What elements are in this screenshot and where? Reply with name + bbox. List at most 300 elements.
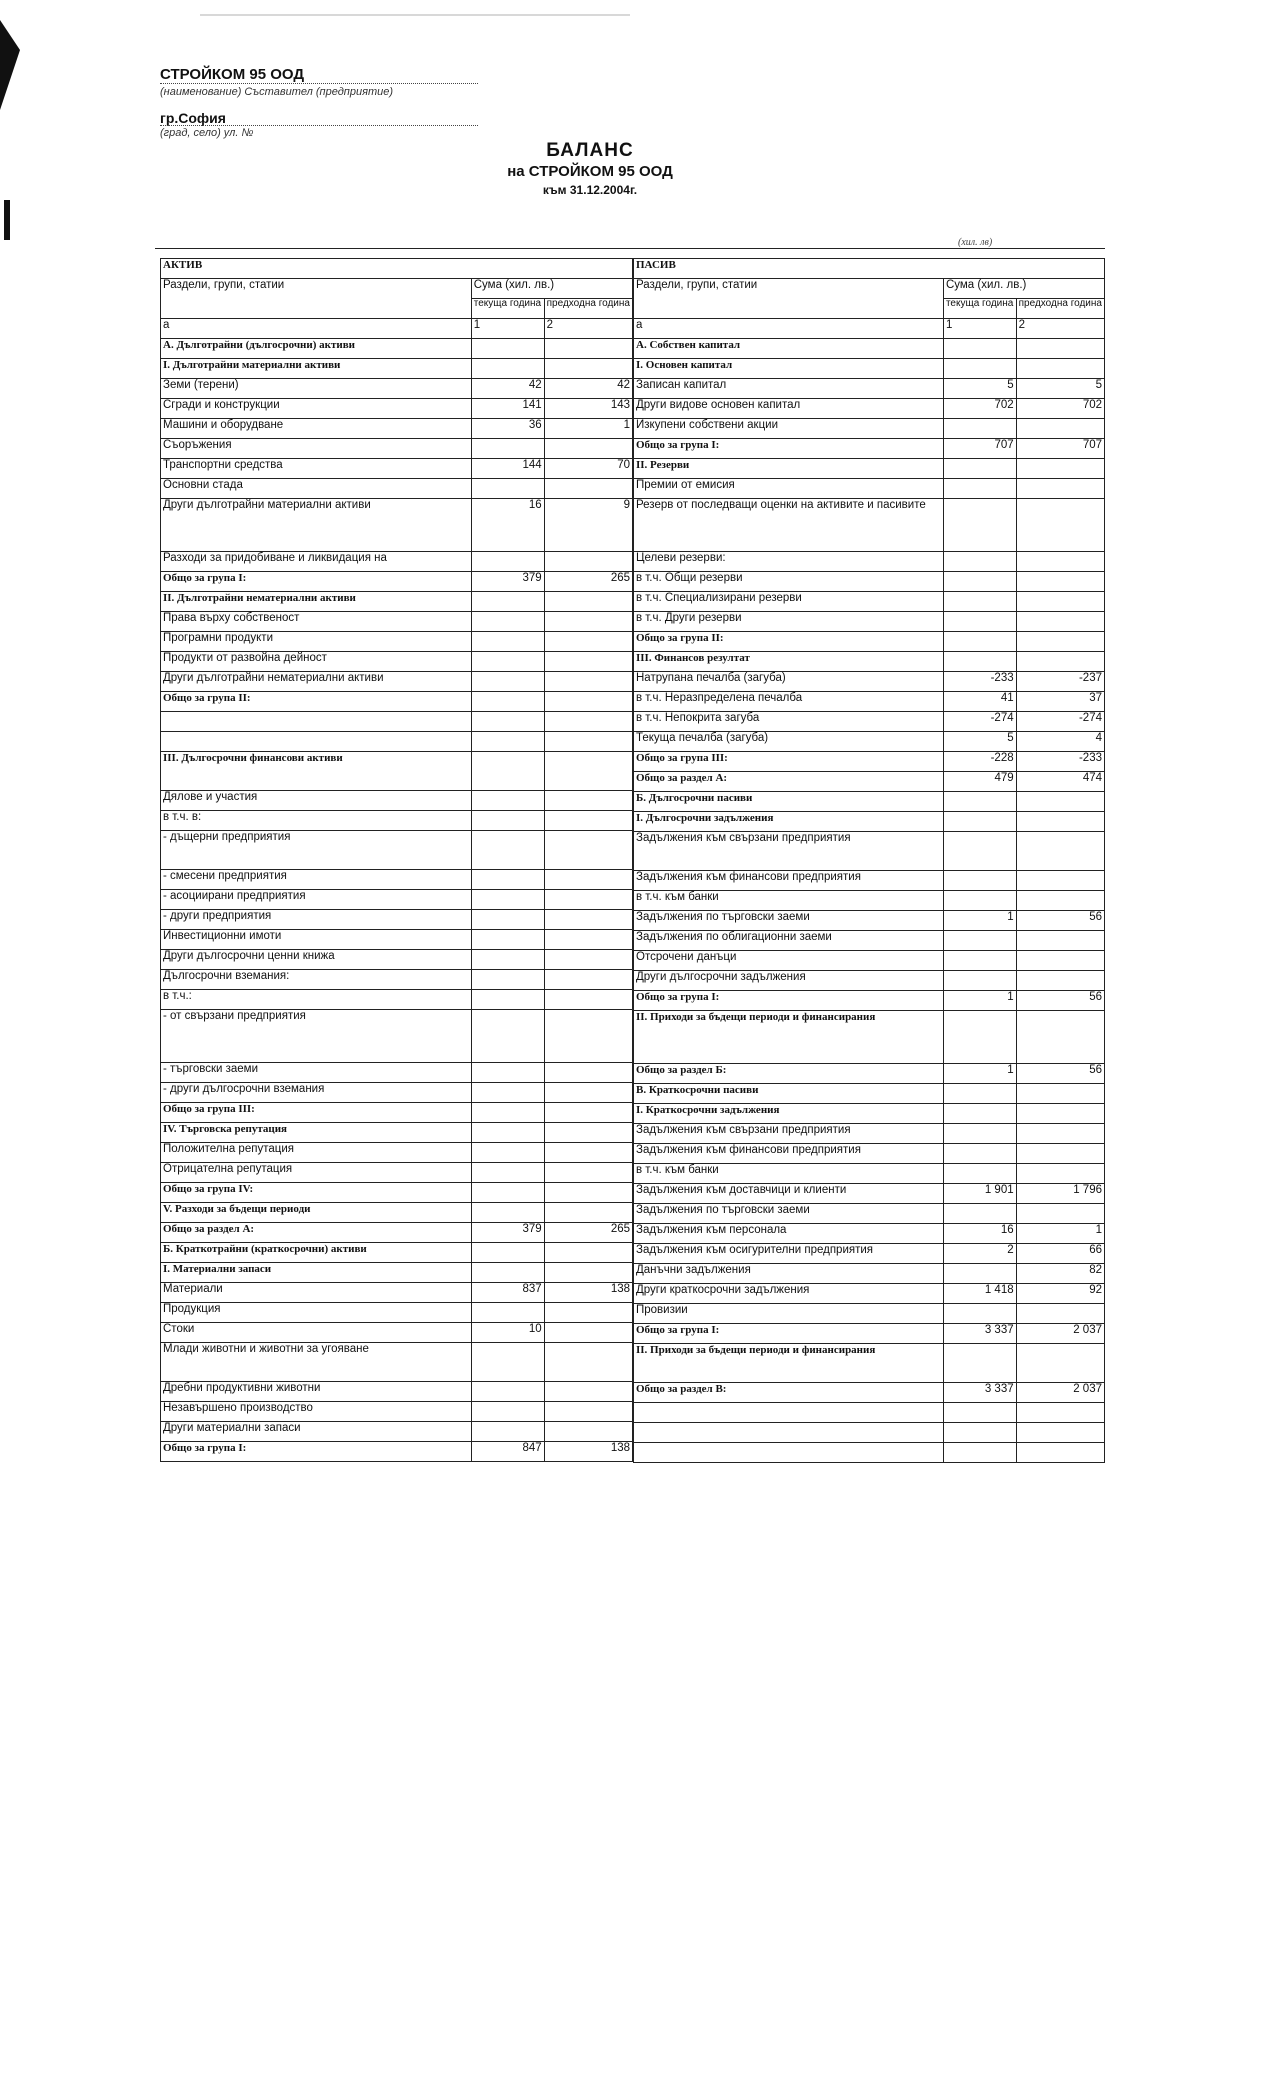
assets-row-label: Дългосрочни вземания:	[161, 970, 472, 990]
liabilities-row-label: Други краткосрочни задължения	[634, 1284, 944, 1304]
liabilities-row-current	[943, 1423, 1016, 1443]
assets-row-previous	[544, 970, 632, 990]
liabilities-row	[634, 951, 1105, 971]
liabilities-row-label: Общо за раздел В:	[634, 1383, 944, 1403]
assets-row-previous	[544, 990, 632, 1010]
liabilities-row-previous: 702	[1016, 399, 1104, 419]
liabilities-row	[634, 552, 1105, 572]
liabilities-row-label: Общо за група ІІІ:	[634, 752, 944, 772]
liabilities-row-previous	[1016, 1204, 1104, 1224]
liabilities-row-current	[943, 871, 1016, 891]
assets-row-current	[471, 552, 544, 572]
liabilities-row-current	[943, 552, 1016, 572]
liabilities-row-current	[943, 339, 1016, 359]
scan-artifact-line	[200, 14, 630, 16]
liabilities-row-previous: 56	[1016, 991, 1104, 1011]
assets-row	[161, 1323, 633, 1343]
assets-row-label: - търговски заеми	[161, 1063, 472, 1083]
assets-row	[161, 672, 633, 692]
liabilities-row-label: Записан капитал	[634, 379, 944, 399]
assets-row-previous	[544, 870, 632, 890]
liabilities-row-previous	[1016, 632, 1104, 652]
assets-row-previous	[544, 950, 632, 970]
liabilities-row-previous	[1016, 1423, 1104, 1443]
scan-edge-mark	[0, 20, 20, 110]
assets-row-current	[471, 811, 544, 831]
assets-row-previous	[544, 612, 632, 632]
liabilities-row-previous: -233	[1016, 752, 1104, 772]
liabilities-col-previous: предходна година	[1016, 299, 1104, 319]
assets-row-previous: 9	[544, 499, 632, 552]
liabilities-row-previous	[1016, 812, 1104, 832]
liabilities-col-sum: Сума (хил. лв.)	[943, 279, 1104, 299]
assets-row-label: ІV. Търговска репутация	[161, 1123, 472, 1143]
assets-row	[161, 752, 633, 791]
assets-row	[161, 692, 633, 712]
liabilities-idx-a: а	[634, 319, 944, 339]
liabilities-row-current	[943, 459, 1016, 479]
assets-row-current	[471, 990, 544, 1010]
assets-row-current: 847	[471, 1442, 544, 1462]
assets-row-current	[471, 1303, 544, 1323]
liabilities-row	[634, 632, 1105, 652]
liabilities-row-label	[634, 1423, 944, 1443]
liabilities-row-previous	[1016, 832, 1104, 871]
liabilities-row-previous	[1016, 479, 1104, 499]
assets-row-current	[471, 930, 544, 950]
assets-row-previous	[544, 1103, 632, 1123]
assets-row-current	[471, 1382, 544, 1402]
liabilities-row-previous: 1 796	[1016, 1184, 1104, 1204]
document-title	[440, 140, 740, 197]
liabilities-row-current	[943, 891, 1016, 911]
assets-row-label: Стоки	[161, 1323, 472, 1343]
liabilities-row-previous: 82	[1016, 1264, 1104, 1284]
assets-row	[161, 910, 633, 930]
assets-row	[161, 712, 633, 732]
liabilities-row-current: 16	[943, 1224, 1016, 1244]
assets-row-label: Млади животни и животни за угояване	[161, 1343, 472, 1382]
assets-row-previous	[544, 632, 632, 652]
assets-row-label	[161, 712, 472, 732]
company-caption: (наименование) Съставител (предприятие)	[160, 86, 394, 98]
city-underline	[160, 125, 478, 126]
liabilities-row-previous	[1016, 792, 1104, 812]
liabilities-row-previous: 37	[1016, 692, 1104, 712]
liabilities-row-previous	[1016, 1304, 1104, 1324]
liabilities-row-current	[943, 1204, 1016, 1224]
assets-row-previous	[544, 1183, 632, 1203]
assets-row-current: 16	[471, 499, 544, 552]
company-underline	[160, 83, 478, 84]
liabilities-row-current	[943, 499, 1016, 552]
liabilities-row-label: Задължения към финансови предприятия	[634, 871, 944, 891]
assets-row-label: Положителна репутация	[161, 1143, 472, 1163]
liabilities-row	[634, 1244, 1105, 1264]
assets-row-label: Продукти от развойна дейност	[161, 652, 472, 672]
assets-col-current: текуща година	[471, 299, 544, 319]
liabilities-row-previous	[1016, 499, 1104, 552]
liabilities-row	[634, 1224, 1105, 1244]
assets-row	[161, 1183, 633, 1203]
assets-row-label: Други дълготрайни материални активи	[161, 499, 472, 552]
liabilities-row-label: Общо за група І:	[634, 991, 944, 1011]
assets-col-section: Раздели, групи, статии	[161, 279, 472, 319]
assets-row-current	[471, 791, 544, 811]
assets-row-label: в т.ч.:	[161, 990, 472, 1010]
assets-row-label: Други дългосрочни ценни книжа	[161, 950, 472, 970]
liabilities-row-previous	[1016, 459, 1104, 479]
liabilities-row	[634, 592, 1105, 612]
liabilities-row-current	[943, 652, 1016, 672]
liabilities-row	[634, 692, 1105, 712]
assets-row-previous	[544, 552, 632, 572]
assets-row-current	[471, 359, 544, 379]
liabilities-row-label: Общо за група ІІ:	[634, 632, 944, 652]
assets-row	[161, 1143, 633, 1163]
city-caption: (град, село) ул. №	[160, 127, 254, 139]
liabilities-row	[634, 1344, 1105, 1383]
liabilities-row-label: Отсрочени данъци	[634, 951, 944, 971]
assets-row-label: Права върху собственост	[161, 612, 472, 632]
liabilities-row-current	[943, 1443, 1016, 1463]
liabilities-row-previous: 66	[1016, 1244, 1104, 1264]
assets-col-previous: предходна година	[544, 299, 632, 319]
liabilities-row-current: 2	[943, 1244, 1016, 1264]
company-name: СТРОЙКОМ 95 ООД	[160, 66, 305, 83]
assets-row-previous	[544, 1343, 632, 1382]
assets-row-current	[471, 1263, 544, 1283]
assets-row-current	[471, 890, 544, 910]
liabilities-row-previous	[1016, 1124, 1104, 1144]
assets-row-label: - смесени предприятия	[161, 870, 472, 890]
assets-row	[161, 359, 633, 379]
liabilities-row-previous	[1016, 1084, 1104, 1104]
assets-row-label: Дребни продуктивни животни	[161, 1382, 472, 1402]
assets-row-previous	[544, 1083, 632, 1103]
liabilities-row	[634, 1284, 1105, 1304]
liabilities-row	[634, 1184, 1105, 1204]
liabilities-row	[634, 1304, 1105, 1324]
assets-row-current	[471, 592, 544, 612]
liabilities-heading: ПАСИВ	[634, 259, 1105, 279]
liabilities-row-label: в т.ч. Непокрита загуба	[634, 712, 944, 732]
liabilities-row-label: ІІІ. Финансов резултат	[634, 652, 944, 672]
assets-row-current	[471, 910, 544, 930]
liabilities-row-label: І. Краткосрочни задължения	[634, 1104, 944, 1124]
liabilities-row-label: Данъчни задължения	[634, 1264, 944, 1284]
assets-row-previous	[544, 652, 632, 672]
liabilities-row-label: Б. Дългосрочни пасиви	[634, 792, 944, 812]
assets-row	[161, 592, 633, 612]
liabilities-row-label: в т.ч. към банки	[634, 1164, 944, 1184]
assets-row-current	[471, 339, 544, 359]
assets-row-label: Материали	[161, 1283, 472, 1303]
title-main: БАЛАНС	[546, 140, 634, 161]
liabilities-row-label: І. Основен капитал	[634, 359, 944, 379]
assets-row-label: Общо за раздел А:	[161, 1223, 472, 1243]
liabilities-col-current: текуща година	[943, 299, 1016, 319]
liabilities-row-previous	[1016, 1164, 1104, 1184]
assets-row	[161, 479, 633, 499]
assets-row-previous	[544, 1063, 632, 1083]
liabilities-row	[634, 891, 1105, 911]
assets-row	[161, 990, 633, 1010]
assets-row-label: - други предприятия	[161, 910, 472, 930]
liabilities-row-previous	[1016, 1443, 1104, 1463]
assets-row-label: Сгради и конструкции	[161, 399, 472, 419]
liabilities-row-previous	[1016, 1344, 1104, 1383]
liabilities-row	[634, 1204, 1105, 1224]
assets-row-current	[471, 652, 544, 672]
assets-row-previous	[544, 1010, 632, 1063]
liabilities-row-label: в т.ч. Други резерви	[634, 612, 944, 632]
liabilities-row-previous	[1016, 612, 1104, 632]
assets-table	[160, 258, 633, 1462]
assets-row-label: - от свързани предприятия	[161, 1010, 472, 1063]
assets-row-current	[471, 439, 544, 459]
liabilities-row-current	[943, 612, 1016, 632]
liabilities-row	[634, 672, 1105, 692]
liabilities-row-current: 707	[943, 439, 1016, 459]
liabilities-row-label: Задължения към свързани предприятия	[634, 832, 944, 871]
liabilities-row-current	[943, 1084, 1016, 1104]
assets-row	[161, 632, 633, 652]
assets-heading: АКТИВ	[161, 259, 633, 279]
assets-row-current	[471, 1143, 544, 1163]
assets-row-current	[471, 1203, 544, 1223]
liabilities-row-current	[943, 479, 1016, 499]
liabilities-row-current	[943, 1403, 1016, 1423]
assets-row-label: Общо за група ІІ:	[161, 692, 472, 712]
assets-row-label: Съоръжения	[161, 439, 472, 459]
liabilities-row	[634, 459, 1105, 479]
assets-row	[161, 1303, 633, 1323]
assets-row-previous: 42	[544, 379, 632, 399]
liabilities-row-previous: 92	[1016, 1284, 1104, 1304]
liabilities-row-label: Натрупана печалба (загуба)	[634, 672, 944, 692]
liabilities-row-previous	[1016, 1011, 1104, 1064]
liabilities-row-current	[943, 1011, 1016, 1064]
liabilities-row-previous	[1016, 871, 1104, 891]
liabilities-row	[634, 931, 1105, 951]
assets-row-previous	[544, 890, 632, 910]
liabilities-row-current	[943, 812, 1016, 832]
liabilities-row-label: ІІ. Резерви	[634, 459, 944, 479]
assets-row-previous	[544, 752, 632, 791]
assets-row-previous: 1	[544, 419, 632, 439]
liabilities-row-current: 1	[943, 911, 1016, 931]
assets-row-label: Инвестиционни имоти	[161, 930, 472, 950]
liabilities-row	[634, 572, 1105, 592]
liabilities-row-current: 1 418	[943, 1284, 1016, 1304]
assets-row-current	[471, 1402, 544, 1422]
liabilities-row-current	[943, 1344, 1016, 1383]
liabilities-row-current: 702	[943, 399, 1016, 419]
liabilities-row-label: Общо за раздел Б:	[634, 1064, 944, 1084]
assets-row-label: І. Материални запаси	[161, 1263, 472, 1283]
assets-row-previous	[544, 439, 632, 459]
assets-row	[161, 439, 633, 459]
assets-row	[161, 1063, 633, 1083]
liabilities-row	[634, 652, 1105, 672]
liabilities-row-previous: 1	[1016, 1224, 1104, 1244]
assets-row	[161, 1083, 633, 1103]
liabilities-row	[634, 499, 1105, 552]
liabilities-row	[634, 419, 1105, 439]
liabilities-row	[634, 1383, 1105, 1403]
liabilities-row-previous: 707	[1016, 439, 1104, 459]
liabilities-row-label: Общо за група І:	[634, 439, 944, 459]
liabilities-row-current	[943, 1164, 1016, 1184]
assets-row-previous	[544, 1143, 632, 1163]
liabilities-row-label: Задължения по търговски заеми	[634, 911, 944, 931]
liabilities-row	[634, 439, 1105, 459]
liabilities-row	[634, 1264, 1105, 1284]
assets-row-current	[471, 970, 544, 990]
assets-row-label: Програмни продукти	[161, 632, 472, 652]
liabilities-idx-2: 2	[1016, 319, 1104, 339]
assets-row-current: 837	[471, 1283, 544, 1303]
liabilities-row-label: ІІ. Приходи за бъдещи периоди и финансирания	[634, 1011, 944, 1064]
liabilities-row	[634, 1164, 1105, 1184]
liabilities-table	[633, 258, 1105, 1463]
liabilities-row-current: 1	[943, 991, 1016, 1011]
liabilities-row-current: 479	[943, 772, 1016, 792]
liabilities-row-previous	[1016, 419, 1104, 439]
liabilities-row-current	[943, 792, 1016, 812]
liabilities-row-previous: 2 037	[1016, 1324, 1104, 1344]
unit-note: (хил. лв)	[958, 237, 993, 248]
assets-row-previous: 138	[544, 1442, 632, 1462]
liabilities-row-label: Общо за раздел А:	[634, 772, 944, 792]
liabilities-row	[634, 1064, 1105, 1084]
assets-row	[161, 419, 633, 439]
assets-row-label: Общо за група І:	[161, 572, 472, 592]
liabilities-row-current: 41	[943, 692, 1016, 712]
liabilities-row-current	[943, 971, 1016, 991]
liabilities-row	[634, 732, 1105, 752]
liabilities-row-label: в т.ч. Общи резерви	[634, 572, 944, 592]
liabilities-row	[634, 911, 1105, 931]
assets-row-previous	[544, 479, 632, 499]
assets-row-current: 10	[471, 1323, 544, 1343]
assets-row-previous: 265	[544, 572, 632, 592]
assets-row	[161, 1243, 633, 1263]
liabilities-row-label: Задължения към осигурителни предприятия	[634, 1244, 944, 1264]
liabilities-row	[634, 1403, 1105, 1423]
liabilities-row-label: Задължения към финансови предприятия	[634, 1144, 944, 1164]
assets-row-previous	[544, 692, 632, 712]
assets-row-previous	[544, 930, 632, 950]
liabilities-row-label: Общо за група І:	[634, 1324, 944, 1344]
assets-row-current	[471, 1422, 544, 1442]
assets-row-previous: 143	[544, 399, 632, 419]
liabilities-row	[634, 1084, 1105, 1104]
assets-row-label: - асоциирани предприятия	[161, 890, 472, 910]
assets-row-label: Други материални запаси	[161, 1422, 472, 1442]
assets-row	[161, 970, 633, 990]
assets-idx-1: 1	[471, 319, 544, 339]
assets-row-label: Общо за група ІІІ:	[161, 1103, 472, 1123]
assets-row-current: 141	[471, 399, 544, 419]
liabilities-row-previous	[1016, 572, 1104, 592]
assets-row-label: Дялове и участия	[161, 791, 472, 811]
assets-row-previous	[544, 359, 632, 379]
liabilities-row-label: ІІ. Приходи за бъдещи периоди и финансирания	[634, 1344, 944, 1383]
liabilities-row-label: В. Краткосрочни пасиви	[634, 1084, 944, 1104]
liabilities-row	[634, 379, 1105, 399]
assets-row-previous	[544, 1203, 632, 1223]
blank-area	[0, 1775, 1275, 2100]
assets-row-current	[471, 1343, 544, 1382]
liabilities-row-label: Задължения към свързани предприятия	[634, 1124, 944, 1144]
assets-row	[161, 831, 633, 870]
assets-row	[161, 1203, 633, 1223]
assets-row-label: Транспортни средства	[161, 459, 472, 479]
assets-row-current	[471, 870, 544, 890]
assets-row-current	[471, 1083, 544, 1103]
assets-row-current	[471, 732, 544, 752]
assets-row-label: Други дълготрайни нематериални активи	[161, 672, 472, 692]
assets-row-current	[471, 692, 544, 712]
assets-row-current	[471, 831, 544, 870]
liabilities-row-current: 5	[943, 732, 1016, 752]
liabilities-row	[634, 1423, 1105, 1443]
assets-row-label: Машини и оборудване	[161, 419, 472, 439]
assets-row	[161, 1223, 633, 1243]
assets-row-previous	[544, 339, 632, 359]
liabilities-row-previous: 4	[1016, 732, 1104, 752]
liabilities-row	[634, 359, 1105, 379]
assets-row-previous	[544, 1243, 632, 1263]
assets-row	[161, 1422, 633, 1442]
liabilities-row-current	[943, 359, 1016, 379]
assets-row-label: Незавършено производство	[161, 1402, 472, 1422]
assets-row-previous	[544, 732, 632, 752]
assets-row	[161, 1382, 633, 1402]
liabilities-row	[634, 871, 1105, 891]
liabilities-row-label	[634, 1403, 944, 1423]
assets-row	[161, 1402, 633, 1422]
liabilities-row	[634, 752, 1105, 772]
assets-row	[161, 930, 633, 950]
liabilities-row-previous	[1016, 1144, 1104, 1164]
assets-row-label: Общо за група ІV:	[161, 1183, 472, 1203]
assets-row	[161, 811, 633, 831]
assets-row-previous: 265	[544, 1223, 632, 1243]
assets-row-current: 42	[471, 379, 544, 399]
liabilities-row-label: Резерв от последващи оценки на активите и пасивите	[634, 499, 944, 552]
liabilities-row-current	[943, 1104, 1016, 1124]
liabilities-row-current: -274	[943, 712, 1016, 732]
liabilities-row-previous	[1016, 339, 1104, 359]
liabilities-row-current: 3 337	[943, 1324, 1016, 1344]
assets-row-previous	[544, 592, 632, 612]
liabilities-row-label: в т.ч. Специализирани резерви	[634, 592, 944, 612]
assets-row-current	[471, 1163, 544, 1183]
liabilities-row-current	[943, 931, 1016, 951]
assets-row	[161, 339, 633, 359]
assets-row	[161, 1103, 633, 1123]
liabilities-row-label: Провизии	[634, 1304, 944, 1324]
liabilities-row-label	[634, 1443, 944, 1463]
liabilities-row-previous	[1016, 891, 1104, 911]
assets-row-current	[471, 1123, 544, 1143]
liabilities-row	[634, 1104, 1105, 1124]
assets-row	[161, 1283, 633, 1303]
liabilities-row-previous	[1016, 592, 1104, 612]
